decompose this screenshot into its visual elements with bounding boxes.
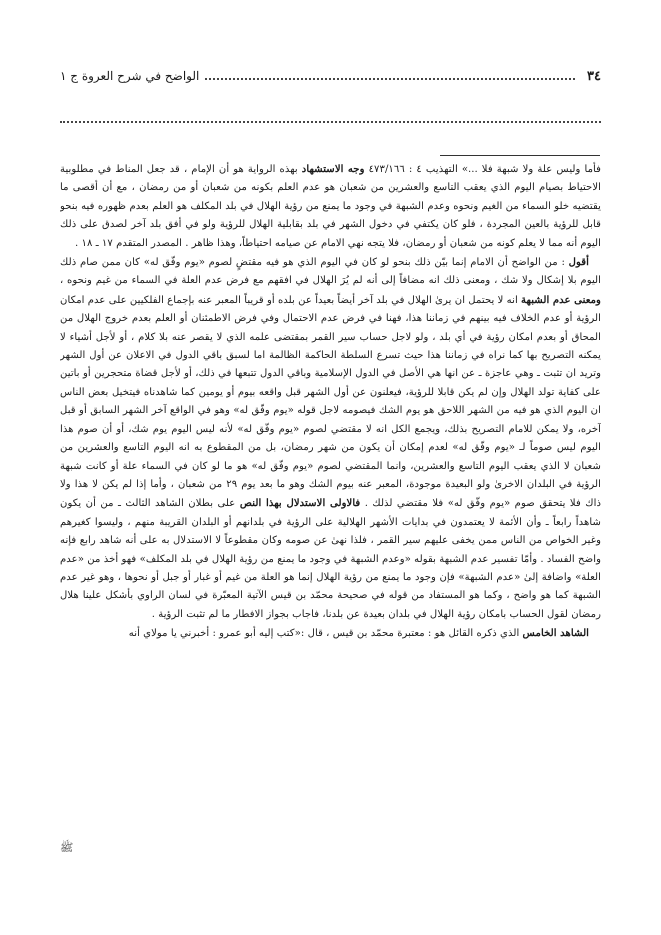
footnote-paragraph xyxy=(60,160,601,253)
header-leader-dots xyxy=(205,72,575,80)
commentary-text-1: : من الواضح أن الامام إنما بيّن ذلك بنحو لو كان في اليوم الذي هو فيه مقتضٍ لصوم «يوم وفّق له» كان ممن صام ذلك اليوم بلا إشكال ولا شك ، ومعنى ذلك انه مضافاً إلى أنه لم يُرَ الهلال في افقهم مع فرض عدم العلة في السماء من غيم ونحوه ، xyxy=(60,257,601,287)
footnote-text-2: بهذه الرواية هو أن الإمام ، قد جعل المناط في مطلوبية الاحتياط بصيام اليوم الذي يعقب التاسع والعشرين من شعبان هو عدم العلم بكونه من شعبان أو من رمضان ، مع أن أقصى ما يقتضيه خلو السماء من الغيم ونحوه وعدم الشبهة في وجود ما يمنع من رؤية الهلال في بلد المكلف هو العلم بعدم ظهوره فيه بنحو قابل للرؤية بالعين المجردة ، فلو كان يكتفي في دخول الشهر في بلد بقابلية الهلال للرؤية ولو في أفق بلد آخر لصدق على ذلك اليوم أنه مما لا يعلم كونه من شعبان أو رمضان، فلا يتجه نهي الامام عن صيامه احتياطاً، وهذا ظاهر . المصدر المتقدم ١٧ ـ ١٨ . xyxy=(60,164,601,249)
fifth-witness-heading: الشاهد الخامس xyxy=(522,627,589,640)
header-dotted-rule xyxy=(60,121,601,123)
footnote-separator xyxy=(440,155,600,156)
commentary-text-2: انه لا يحتمل ان يرىٰ الهلال في بلد آخر أيضاً بعيداً عن بلده أو قريباً المعبر عنه بإجماع الفلكيين على عدم امكان الرؤية أو عدم الخلاف فيه بينهم في زماننا هذا، فهنا في فرض عدم الاحتمال وفي فرض الاطمئنان أو العلم بعدم خروج الهلال من المحاق أو بعدم امكان رؤية في أي بلد ، ولو لاجل حساب سير القمر بمقتضى علمه الذي لا يقصر عنه بلا كلام ، أو لأجل أشياء لا يمكنه التصريح بها كما نراه في زماننا هذا حيث تسرع السلطة الحاكمة الظالمة اما لسبق باقي الدول في الاعلان عن أول الشهر وتريد ان تثبت ـ وهي عاجزة ـ عن انها هي الأصل في الدول الإسلامية وباقي الدول تتبعها في ذلك، أو لأجل قضاة متحجرين أو باتين على كفاية تولد الهلال وإن لم يكن قابلا للرؤية، فيعلنون عن أول الشهر قبل واقعه بيوم أو يومين كما شاهدناه فيتخيل بعض الناس ان اليوم الذي هو فيه من الشهر اللاحق هو يوم الشك فيصومه لاجل قوله «يوم وفّق له» وهو في الواقع آخر الشهر السابق أو قبل آخره، ولا يمكن للامام التصريح بذلك، ويجمع الكل انه لا مقتضي لصوم «يوم وفّق له» لأنه ليس اليوم يوم شك، أو أن صوم هذا اليوم ليس صوماً لـ «يوم وفّق له» لعدم إمكان أن يكون من شهر رمضان، بل من المقطوع به انه اليوم التاسع والعشرين من شعبان لا الذي يعقب اليوم التاسع والعشرين، وانما المقتضي لصوم «يوم وفّق له» هو ما لو كان في السماء علة أو كانت شبهة الرؤية في البلدان الاخرىٰ ولو البعيدة موجودة، المعبر عنه بيوم الشك وهو ما بعد يوم ٢٩ من شعبان ، وأما إذا لم يكن لا هذا ولا ذاك فلا يتحقق صوم «يوم وفّق له» فلا مقتضي لذلك . xyxy=(60,294,601,510)
running-header xyxy=(60,66,601,86)
page-number: ٣٤ xyxy=(587,68,601,84)
fifth-witness-text: الذي ذكره القائل هو : معتبرة محمّد بن قيس ، قال :«كتب إليه أبو عمرو : أخبرني يا مولاي أنه xyxy=(128,628,523,640)
commentary-bold-3: فالاولى الاستدلال بهذا النص xyxy=(239,497,361,510)
commentary-bold-2: ومعنى عدم الشبهة xyxy=(521,293,601,306)
commentary-bold-1: أقول xyxy=(568,256,589,269)
body-text xyxy=(60,160,601,860)
commentary-paragraph xyxy=(60,253,601,624)
commentary-text-3: على بطلان الشاهد الثالث ـ من أن يكون شاهداً رابعاً ـ وأن الأئمة لا يعتمدون في بدايات الأشهر الهلالية على الرؤية في بلدانهم أو البلدان القريبة منهم ، وليسوا كغيرهم وغير الخواص من الناس ممن يخفى عليهم سير القمر ، فلذا نهىٰ عن صومه وكان مقطوعاً لا الاستدلال به على أنه شاهد رابع فإنه واضح الفساد . وأمّا تفسير عدم الشبهة بقوله «وعدم الشبهة في وجود ما يمنع من رؤية الهلال في بلد المكلف» فهو أخذ من «عدم العلة» واضافة إلىٰ «عدم الشبهة» فإن وجود ما يمنع من رؤية الهلال إنما هو العلة من غيم أو غبار أو جبل أو نحوها ، وهو غير عدم الشبهة كما هو واضح ، وكما هو المستفاد من قوله في صحيحة محمّد بن قيس الآتية المعبّرة في لسان الراوي بأشكل علينا هلال رمضان لقول الحساب بامكان رؤية الهلال في بلدان بعيدة عن بلدنا، فاجاب بجواز الافطار ما لم تثبت الرؤية . xyxy=(60,498,601,620)
book-title: الواضح في شرح العروة ج ١ xyxy=(60,69,200,83)
footnote-text-1: فأما وليس علة ولا شبهة فلا ...» التهذيب ٤ : ٤٧٣/١٦٦ xyxy=(364,164,601,175)
footnote-bold-1: وجه الاستشهاد xyxy=(301,163,365,175)
fifth-witness-paragraph xyxy=(60,624,601,643)
continuation-mark: ﷺ xyxy=(60,841,74,854)
